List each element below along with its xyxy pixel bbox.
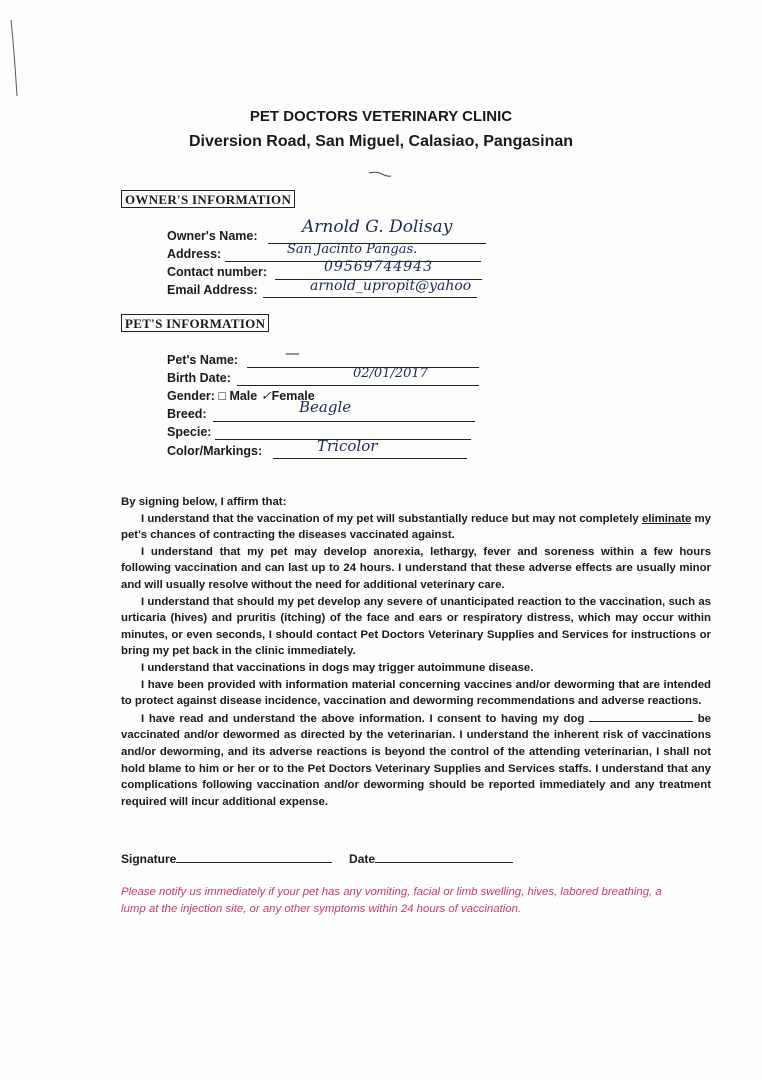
pet-breed-row [167, 398, 352, 424]
agreement-paragraph-4: I understand that vaccinations in dogs may trigger autoimmune disease. [141, 661, 534, 674]
pet-birth-value: 02/01/2017 [353, 366, 428, 381]
owner-contact-value: 09569744943 [324, 259, 433, 275]
agreement-paragraph-5: I have been provided with information material concerning vaccines and/or deworming that are intended to protect against disease incidence, vaccination and deworming recommendations and adverse reactions. [121, 678, 711, 708]
agreement-p6-start: I have read and understand the above information. I consent to having my dog [141, 712, 585, 725]
pet-color-value: Tricolor [317, 437, 378, 455]
pet-name-row [167, 344, 300, 370]
pet-breed-label: Breed: [167, 407, 207, 421]
post-vaccination-notice: Please notify us immediately if your pet has any vomiting, facial or limb swelling, hives, labored breathing, a lump at the injection site, or any other symptoms within 24 hours of vaccination. [121, 886, 662, 915]
pet-specie-label: Specie: [167, 425, 212, 439]
owner-contact-label: Contact number: [167, 265, 267, 279]
pet-name-value: — [285, 344, 300, 362]
date-label: Date [349, 852, 376, 866]
pet-color-label: Color/Markings: [167, 444, 263, 458]
agreement-intro: By signing below, I affirm that: [121, 496, 287, 508]
pen-stroke-mark [368, 168, 392, 180]
owner-address-value: San Jacinto Pangas. [287, 242, 418, 257]
scan-edge-mark [8, 18, 22, 98]
pet-color-row [167, 437, 378, 461]
agreement-p1-underlined: eliminate [641, 512, 692, 525]
agreement-paragraph-3: I understand that should my pet develop any severe of unanticipated reaction to the vaccination, such as urticaria (hives) and pruritis (itching) of the face and ears or respiratory distress, which may occur within minutes, or even seconds, I should contact Pet Doctors Veterinary Supplies and Services for instructions or bring my pet back in the clinic immediately. [121, 595, 711, 658]
date-line[interactable] [375, 850, 513, 863]
owner-name-row [167, 217, 453, 246]
dog-name-blank[interactable] [589, 710, 693, 722]
signature-row [121, 850, 513, 866]
pet-birth-row [167, 366, 428, 388]
agreement-p1-start: I understand that the vaccination of my pet will substantially reduce but may not completely [141, 512, 639, 525]
agreement-paragraph-1 [121, 511, 711, 544]
agreement-paragraph-6 [121, 710, 711, 811]
signature-label: Signature [121, 852, 177, 866]
owner-email-row [167, 278, 472, 300]
agreement-text [121, 494, 711, 810]
gender-female-checkmark[interactable]: ✓ [260, 389, 272, 404]
pet-gender-label: Gender: [167, 389, 215, 403]
owner-name-value: Arnold G. Dolisay [302, 217, 453, 237]
agreement-p6-end: be vaccinated and/or dewormed as directed by the veterinarian. I understand the inherent risk of vaccinations and/or deworming, and its adverse reactions is beyond the control of the attending veterinarian, I shall not hold blame to him or her or to the Pet Doctors Veterinary Supplies and Services staffs. I understand that any complications following vaccination and/or deworming should be reported immediately and any treatment required will incur additional expense. [121, 712, 711, 808]
signature-line[interactable] [176, 850, 332, 863]
owner-section-heading: OWNER'S INFORMATION [121, 190, 295, 208]
owner-name-label: Owner's Name: [167, 229, 258, 243]
owner-email-label: Email Address: [167, 283, 258, 297]
gender-female-option[interactable]: Female [271, 389, 315, 403]
owner-contact-row [167, 259, 433, 282]
pet-specie-row [167, 424, 211, 442]
pet-birth-label: Birth Date: [167, 371, 231, 385]
pet-section-heading: PET'S INFORMATION [121, 314, 269, 332]
clinic-address: Diversion Road, San Miguel, Calasiao, Pangasinan [188, 133, 574, 150]
agreement-paragraph-2: I understand that my pet may develop anorexia, lethargy, fever and soreness within a few hours following vaccination and can last up to 24 hours. I understand that these adverse effects are usually minor and will usually resolve without the need for additional veterinary care. [121, 545, 711, 591]
owner-email-value: arnold_upropit@yahoo [310, 278, 472, 294]
pet-name-label: Pet's Name: [167, 353, 239, 367]
clinic-name: PET DOCTORS VETERINARY CLINIC [249, 108, 513, 125]
owner-address-label: Address: [167, 247, 222, 261]
pet-gender-row [167, 388, 315, 406]
gender-male-option[interactable]: □ Male [218, 389, 258, 403]
owner-address-row [167, 242, 418, 264]
agreement-p1-end: my pet's chances of contracting the diseases vaccinated against. [121, 512, 711, 542]
pet-breed-value: Beagle [299, 398, 352, 416]
